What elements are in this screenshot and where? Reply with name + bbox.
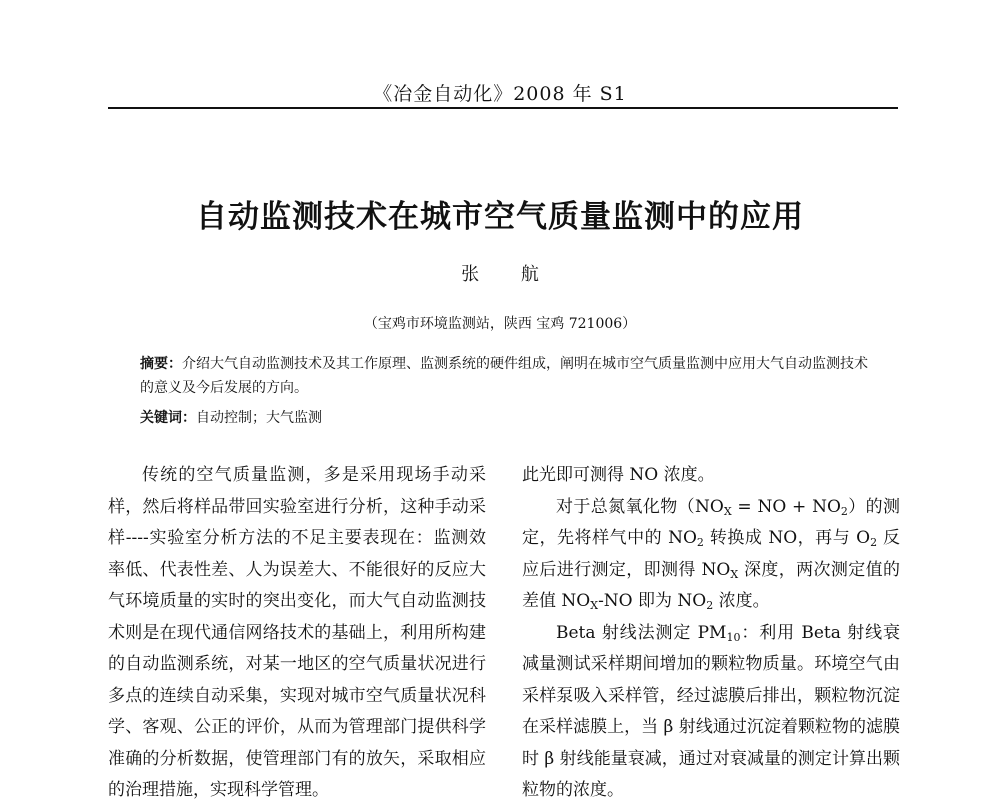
keywords — [140, 408, 868, 428]
body-paragraph: 传统的空气质量监测，多是采用现场手动采样，然后将样品带回实验室进行分析，这种手动采样----实验室分析方法的不足主要表现在：监测效率低、代表性差、人为误差大、不能很好的反应大气环境质量的实时的突出变化，而大气自动监测技术则是在现代通信网络技术的基础上，利用所构建的自动监测系统，对某一地区的空气质量状况进行多点的连续自动采集，实现对城市空气质量状况科学、客观、公正的评价，从而为管理部门提供科学准确的分析数据，使管理部门有的放矢，采取相应的治理措施，实现科学管理。 — [108, 465, 486, 800]
body-paragraph: 此光即可测得 NO 浓度。 — [522, 465, 715, 485]
keywords-label: 关键词： — [140, 410, 196, 426]
body-paragraph-pm10: Beta 射线法测定 $PM_{10}$：利用 Beta 射线衰减量测试采样期间增加的颗粒物质量。环境空气由采样泵吸入采样管，经过滤膜后排出，颗粒物沉淀在采样滤膜上，当 β 射线通过沉淀着颗粒物的滤膜时 β 射线能量衰减，通过对衰减量的测定计算出颗粒物的浓度。 — [522, 622, 900, 800]
journal-header: 《冶金自动化》2008 年 S1 — [373, 83, 627, 105]
body-column-right — [522, 460, 900, 807]
article-author: 张 航 — [461, 264, 557, 285]
abstract — [140, 352, 868, 400]
keywords-text: 自动控制；大气监测 — [196, 410, 322, 426]
body-column-left — [108, 460, 486, 807]
abstract-label: 摘要： — [140, 356, 182, 372]
abstract-text: 介绍大气自动监测技术及其工作原理、监测系统的硬件组成，阐明在城市空气质量监测中应用大气自动监测技术的意义及今后发展的方向。 — [140, 356, 868, 396]
header-rule — [108, 107, 898, 109]
article-title: 自动监测技术在城市空气质量监测中的应用 — [196, 199, 804, 235]
article-affiliation: （宝鸡市环境监测站，陕西 宝鸡 721006） — [363, 316, 637, 332]
body-paragraph-nox: 对于总氮氧化物（$NO_X$ = NO + $NO_2$）的测定，先将样气中的 $NO_2$ 转换成 NO，再与 $O_2$ 反应后进行测定，即测得 $NO_X$ 深度，两次测定值的差值 $NO_X-NO$ 即为 $NO_2$ 浓度。 — [522, 496, 901, 612]
